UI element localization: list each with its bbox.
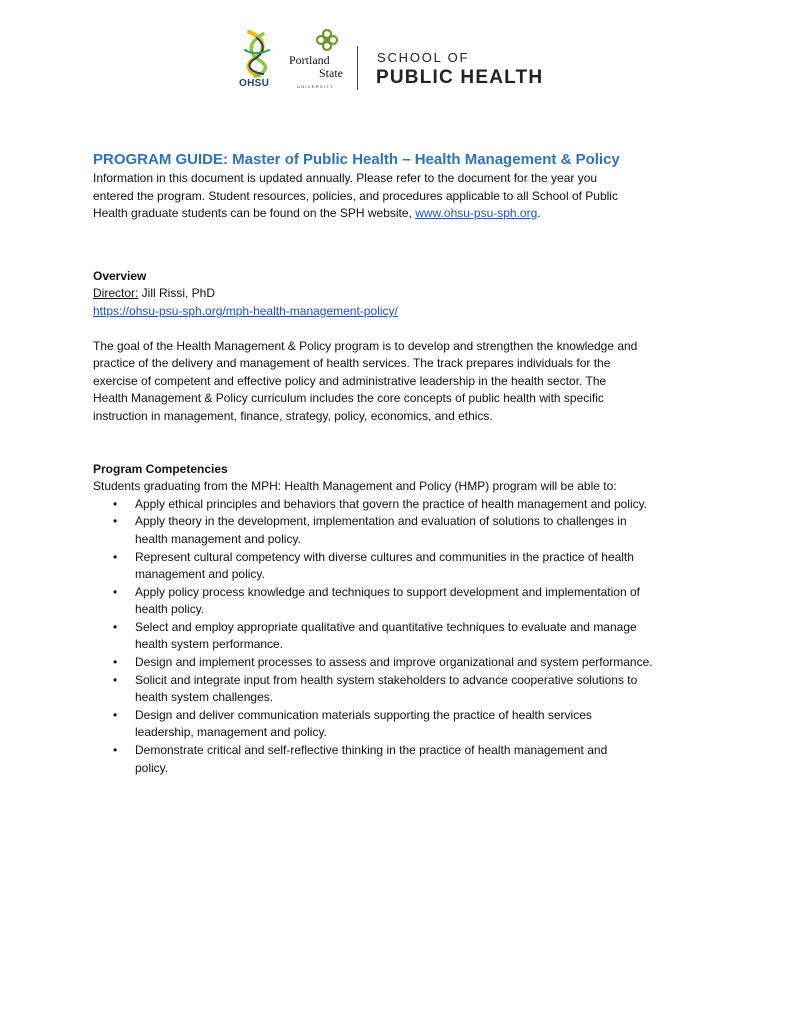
overview-heading: Overview [93,268,147,283]
intro-line-end: . [537,206,541,221]
competencies-intro: Students graduating from the MPH: Health Management and Policy (HMP) program will be able to: [93,479,617,494]
list-item-text: Solicit and integrate input from health system stakeholders to advance cooperative solutions to [135,672,638,687]
list-item [93,672,703,707]
program-url-line [93,303,703,321]
goal-paragraph [93,338,703,426]
director-line [93,285,703,303]
list-item-text: health system challenges. [135,690,274,705]
list-item-text: health system performance. [135,637,284,652]
bullet-icon: • [113,707,118,722]
bullet-icon: • [113,672,118,687]
list-item-text: Design and implement processes to assess and improve organizational and system performance. [135,655,653,670]
list-item-text: Apply ethical principles and behaviors that govern the practice of health management and policy. [135,496,648,511]
list-item-text: Represent cultural competency with diverse cultures and communities in the practice of health [135,549,634,564]
ohsu-label: OHSU [239,78,270,89]
list-item-text: leadership, management and policy. [135,725,327,740]
bullet-icon: • [113,619,118,634]
list-item-text: health policy. [135,602,205,617]
bullet-icon: • [113,584,118,599]
psu-name-line2: State [319,66,343,80]
list-item-text: management and policy. [135,567,265,582]
document-content [93,150,703,777]
sph-website-link[interactable]: www.ohsu-psu-sph.org [415,206,538,221]
list-item-text: Apply theory in the development, implementation and evaluation of solutions to challenges in [135,514,627,529]
psu-clover-icon [315,28,339,52]
director-name: Jill Rissi, PhD [138,286,216,301]
goal-line: The goal of the Health Management & Policy program is to develop and strengthen the knowledge and [93,338,638,353]
list-item [93,742,703,777]
list-item-text: health management and policy. [135,531,301,546]
list-item [93,654,703,672]
bullet-icon: • [113,655,118,670]
goal-line: Health Management & Policy curriculum includes the core concepts of public health with specific [93,391,604,406]
header-logos [237,28,567,92]
goal-line: exercise of competent and effective policy and administrative leadership in the health sector. The [93,373,607,388]
list-item [93,513,703,548]
competencies-list [93,496,703,778]
list-item [93,549,703,584]
bullet-icon: • [113,496,118,511]
intro-paragraph [93,170,703,223]
goal-line: instruction in management, finance, strategy, policy, economics, and ethics. [93,408,493,423]
psu-wordmark [289,54,343,80]
logo-divider [357,46,358,90]
school-of-label: SCHOOL OF [377,50,470,65]
list-item-text: Design and deliver communication materials supporting the practice of health services [135,707,592,722]
list-item-text: Select and employ appropriate qualitative and quantitative techniques to evaluate and manage [135,619,637,634]
bullet-icon: • [113,514,118,529]
list-item [93,619,703,654]
goal-line: practice of the delivery and management of health services. The track prepares individuals for the [93,356,611,371]
list-item-text: Demonstrate critical and self-reflective thinking in the practice of health management and [135,743,608,758]
overview-section [93,268,703,426]
psu-name-line1: Portland [289,53,330,67]
intro-line: entered the program. Student resources, policies, and procedures applicable to all School of Public [93,188,618,203]
director-label: Director: [93,286,139,301]
public-health-label: PUBLIC HEALTH [376,67,544,88]
competencies-section [93,461,703,778]
intro-line [93,205,703,223]
competencies-heading: Program Competencies [93,461,228,476]
page-title: PROGRAM GUIDE: Master of Public Health – Health Management & Policy [93,151,620,168]
list-item [93,496,703,514]
list-item [93,707,703,742]
bullet-icon: • [113,743,118,758]
bullet-icon: • [113,549,118,564]
list-item-text: Apply policy process knowledge and techniques to support development and implementation of [135,584,640,599]
list-item [93,584,703,619]
intro-line: Information in this document is updated annually. Please refer to the document for the year you [93,171,598,185]
program-page-link[interactable]: https://ohsu-psu-sph.org/mph-health-management-policy/ [93,303,398,318]
list-item-text: policy. [135,760,169,775]
psu-university-label: UNIVERSITY [297,84,335,89]
intro-line-text: Health graduate students can be found on the SPH website, [93,206,416,221]
